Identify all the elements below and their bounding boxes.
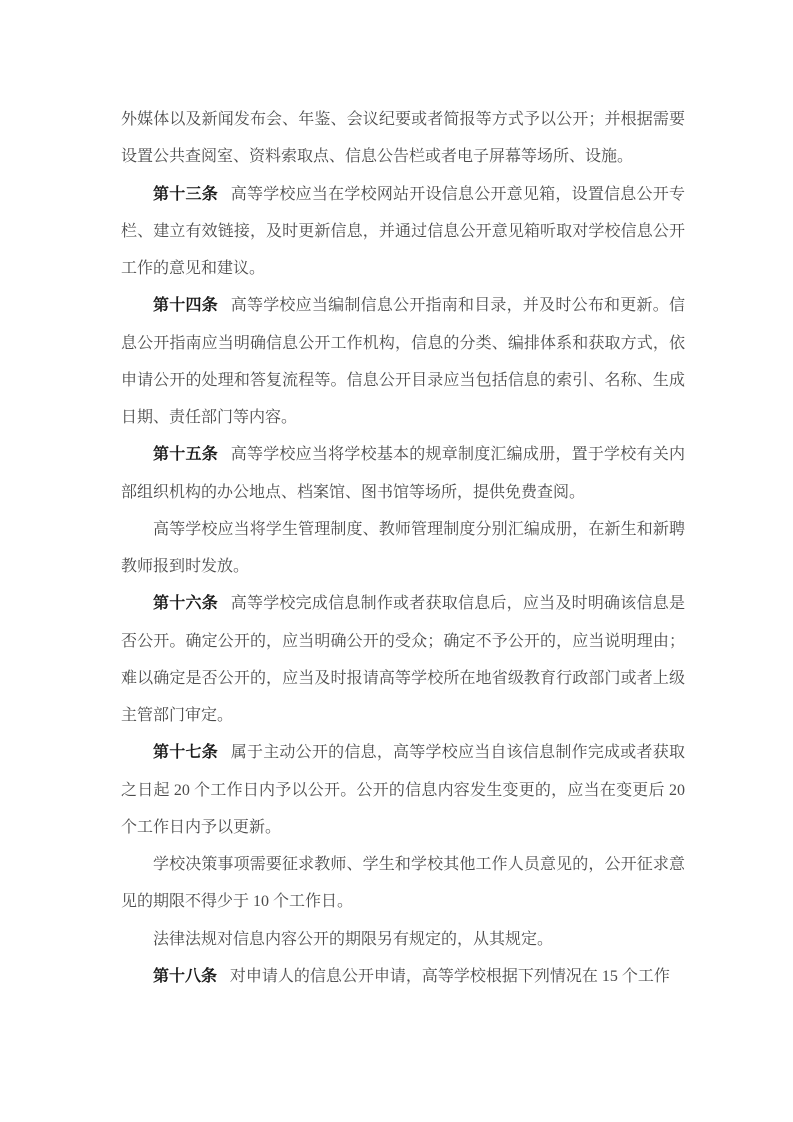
article-number-label: 第十七条 xyxy=(153,744,218,762)
paragraph xyxy=(121,176,685,288)
paragraph xyxy=(121,436,685,511)
paragraph xyxy=(121,958,685,995)
article-number-label: 第十四条 xyxy=(153,297,218,315)
paragraph-text: 高等学校完成信息制作或者获取信息后，应当及时明确该信息是否公开。确定公开的，应当明确公开的受众；确定不予公开的，应当说明理由；难以确定是否公开的，应当及时报请高等学校所在地省级教育行政部门或者上级主管部门审定。 xyxy=(121,595,685,724)
paragraph xyxy=(121,287,685,436)
paragraph xyxy=(121,101,685,176)
paragraph-text: 高等学校应当在学校网站开设信息公开意见箱，设置信息公开专栏、建立有效链接，及时更新信息，并通过信息公开意见箱听取对学校信息公开工作的意见和建议。 xyxy=(121,185,685,277)
paragraph xyxy=(121,846,685,921)
article-number-label: 第十三条 xyxy=(153,185,218,203)
paragraph xyxy=(121,585,685,734)
paragraph-text: 法律法规对信息内容公开的期限另有规定的，从其规定。 xyxy=(153,930,554,948)
article-number-label: 第十八条 xyxy=(153,967,218,985)
paragraph xyxy=(121,734,685,846)
paragraph-text: 高等学校应当将学生管理制度、教师管理制度分别汇编成册，在新生和新聘教师报到时发放。 xyxy=(121,520,685,575)
paragraph-text: 高等学校应当编制信息公开指南和目录，并及时公布和更新。信息公开指南应当明确信息公开工作机构，信息的分类、编排体系和获取方式，依申请公开的处理和答复流程等。信息公开目录应当包括信息的索引、名称、生成日期、责任部门等内容。 xyxy=(121,297,685,426)
paragraph-text: 高等学校应当将学校基本的规章制度汇编成册，置于学校有关内部组织机构的办公地点、档案馆、图书馆等场所，提供免费查阅。 xyxy=(121,446,685,501)
paragraph-text: 属于主动公开的信息，高等学校应当自该信息制作完成或者获取之日起 20 个工作日内予以公开。公开的信息内容发生变更的，应当在变更后 20 个工作日内予以更新。 xyxy=(121,744,685,836)
article-number-label: 第十五条 xyxy=(153,446,218,464)
paragraph-text: 学校决策事项需要征求教师、学生和学校其他工作人员意见的，公开征求意见的期限不得少于 10 个工作日。 xyxy=(121,856,685,911)
paragraph xyxy=(121,511,685,586)
article-number-label: 第十六条 xyxy=(153,595,218,613)
paragraph-text: 外媒体以及新闻发布会、年鉴、会议纪要或者简报等方式予以公开；并根据需要设置公共查阅室、资料索取点、信息公告栏或者电子屏幕等场所、设施。 xyxy=(121,111,685,166)
paragraph-text: 对申请人的信息公开申请，高等学校根据下列情况在 15 个工作 xyxy=(229,967,670,985)
paragraph xyxy=(121,921,685,958)
document-text-block xyxy=(121,101,685,995)
